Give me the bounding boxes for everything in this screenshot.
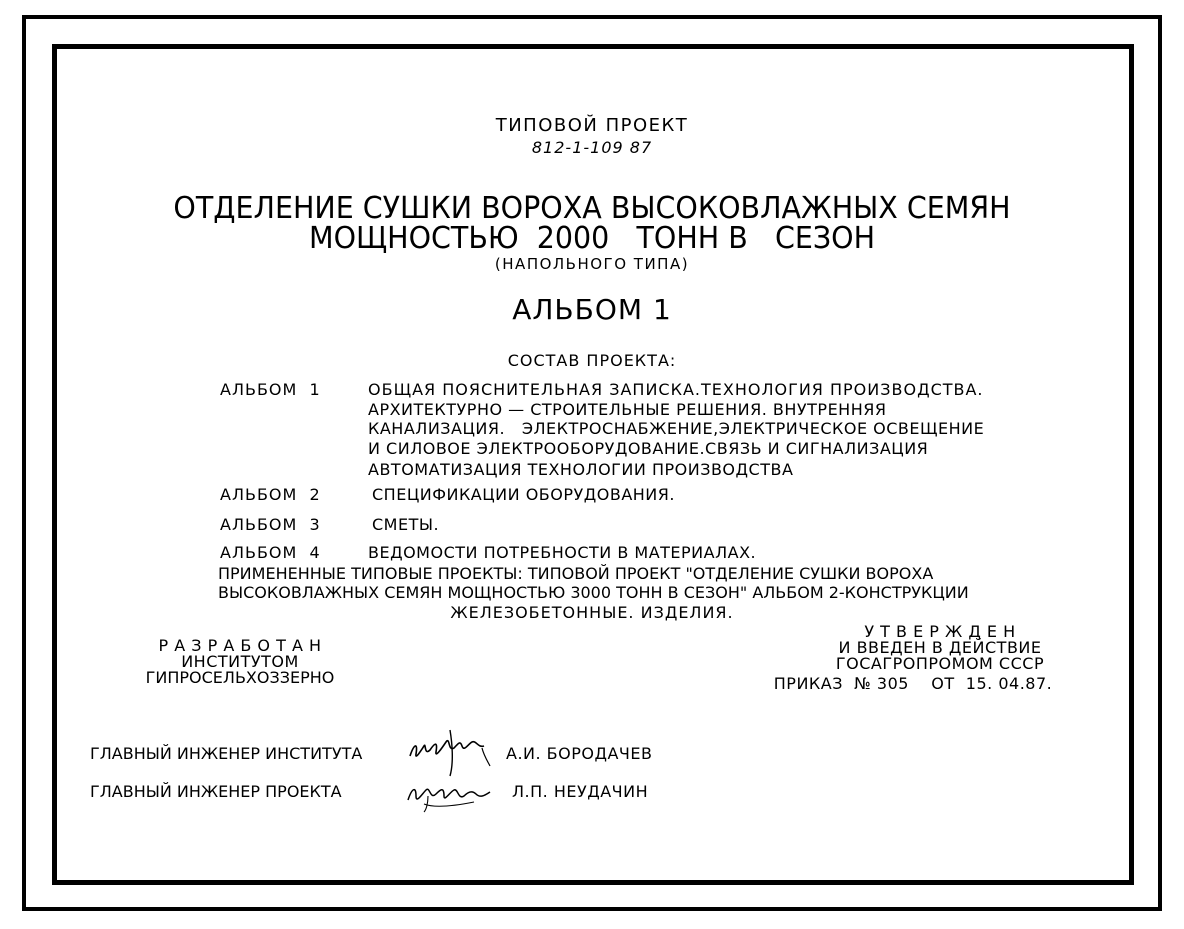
album-3-label: АЛЬБОМ 3 — [220, 515, 321, 534]
applied-projects-line-2: ВЫСОКОВЛАЖНЫХ СЕМЯН МОЩНОСТЬЮ 3000 ТОНН В СЕЗОН" АЛЬБОМ 2-КОНСТРУКЦИИ — [218, 583, 969, 602]
signature-name-2: Л.П. НЕУДАЧИН — [512, 782, 649, 801]
album-2-line-1: СПЕЦИФИКАЦИИ ОБОРУДОВАНИЯ. — [372, 485, 675, 504]
signature-role-2: ГЛАВНЫЙ ИНЖЕНЕР ПРОЕКТА — [90, 782, 342, 801]
developed-line-2: ИНСТИТУТОМ — [181, 652, 299, 671]
album-2-label: АЛЬБОМ 2 — [220, 485, 321, 504]
album-1-label: АЛЬБОМ 1 — [220, 380, 321, 399]
signature-mark-1 — [404, 722, 494, 780]
album-4-line-1: ВЕДОМОСТИ ПОТРЕБНОСТИ В МАТЕРИАЛАХ. — [368, 543, 757, 562]
approved-line-1: У Т В Е Р Ж Д Е Н — [864, 622, 1016, 641]
album-3-line-1: СМЕТЫ. — [372, 515, 440, 534]
signature-role-1: ГЛАВНЫЙ ИНЖЕНЕР ИНСТИТУТА — [90, 744, 363, 763]
title-subtitle: (НАПОЛЬНОГО ТИПА) — [494, 255, 690, 273]
developed-line-1: Р А З Р А Б О Т А Н — [158, 636, 322, 655]
album-1-line-5: АВТОМАТИЗАЦИЯ ТЕХНОЛОГИИ ПРОИЗВОДСТВА — [368, 460, 794, 479]
developed-line-3: ГИПРОСЕЛЬХОЗЗЕРНО — [145, 668, 335, 687]
applied-projects-line-3: ЖЕЛЕЗОБЕТОННЫЕ. ИЗДЕЛИЯ. — [450, 603, 734, 622]
project-type-label: ТИПОВОЙ ПРОЕКТ — [495, 115, 689, 136]
title-line-2: МОЩНОСТЬЮ 2000 ТОНН В СЕЗОН — [308, 221, 876, 256]
album-1-line-3: КАНАЛИЗАЦИЯ. ЭЛЕКТРОСНАБЖЕНИЕ,ЭЛЕКТРИЧЕСКОЕ ОСВЕЩЕНИЕ — [368, 419, 985, 438]
title-line-1: ОТДЕЛЕНИЕ СУШКИ ВОРОХА ВЫСОКОВЛАЖНЫХ СЕМЯН — [173, 191, 1011, 226]
album-4-label: АЛЬБОМ 4 — [220, 543, 321, 562]
approved-order-line: ПРИКАЗ № 305 ОТ 15. 04.87. — [773, 674, 1053, 693]
signature-mark-2 — [404, 774, 494, 814]
album-1-line-4: И СИЛОВОЕ ЭЛЕКТРООБОРУДОВАНИЕ.СВЯЗЬ И СИГНАЛИЗАЦИЯ — [368, 439, 929, 458]
approved-line-2: И ВВЕДЕН В ДЕЙСТВИЕ — [838, 638, 1042, 657]
album-title: АЛЬБОМ 1 — [512, 293, 672, 326]
signature-name-1: А.И. БОРОДАЧЕВ — [506, 744, 653, 763]
applied-projects-line-1: ПРИМЕНЕННЫЕ ТИПОВЫЕ ПРОЕКТЫ: ТИПОВОЙ ПРОЕКТ "ОТДЕЛЕНИЕ СУШКИ ВОРОХА — [218, 564, 934, 583]
composition-heading: СОСТАВ ПРОЕКТА: — [507, 351, 677, 370]
album-1-line-2: АРХИТЕКТУРНО — СТРОИТЕЛЬНЫЕ РЕШЕНИЯ. ВНУТРЕННЯЯ — [368, 400, 887, 419]
approved-line-3: ГОСАГРОПРОМОМ СССР — [835, 654, 1045, 673]
project-code: 812-1-109 87 — [531, 138, 653, 157]
album-1-line-1: ОБЩАЯ ПОЯСНИТЕЛЬНАЯ ЗАПИСКА.ТЕХНОЛОГИЯ ПРОИЗВОДСТВА. — [368, 380, 984, 399]
